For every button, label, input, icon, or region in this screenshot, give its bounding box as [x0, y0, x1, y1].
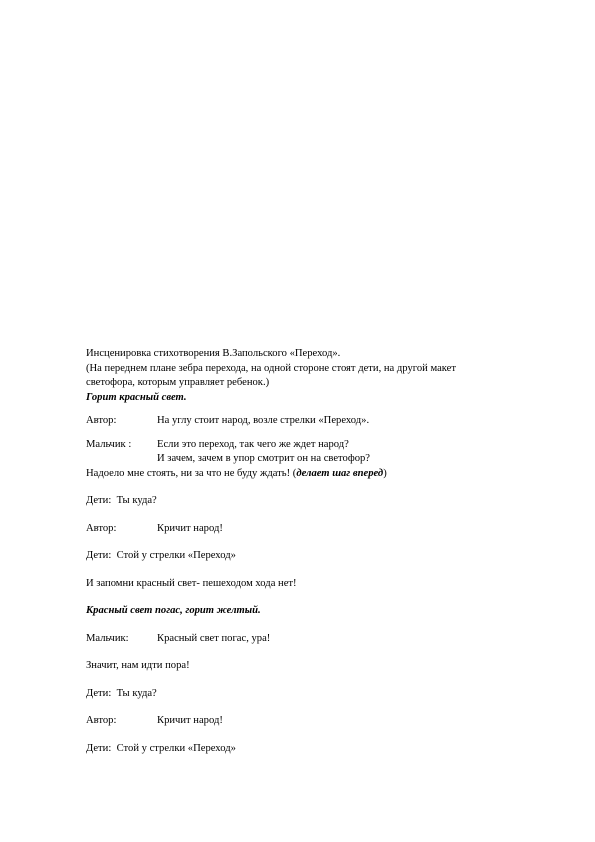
title-line: Инсценировка стихотворения В.Запольского «Переход». [86, 348, 341, 359]
boy-line-step [86, 467, 566, 482]
author-line [86, 522, 566, 537]
speaker-boy: Мальчик: [86, 632, 129, 644]
kids-text: Ты куда? [116, 495, 157, 506]
author-text: На углу стоит народ, возле стрелки «Переход». [157, 415, 370, 426]
boy-text: Красный свет погас, ура! [157, 632, 271, 644]
kids-text: Ты куда? [116, 687, 157, 699]
remember-line: И запомни красный свет- пешеходом хода нет! [86, 577, 297, 589]
stage-direction-step: делает шаг вперед [296, 467, 384, 479]
speaker-boy: Мальчик : [86, 438, 132, 450]
kids-line [86, 742, 566, 757]
boy-line [86, 438, 566, 453]
boy-line [86, 632, 566, 647]
author-text: Кричит народ! [157, 715, 223, 726]
speaker-author: Автор: [86, 415, 117, 426]
stage-direction-yellow: Красный свет погас, горит желтый. [86, 605, 261, 616]
speaker-kids: Дети: [86, 742, 112, 754]
boy-step-text: Надоело мне стоять, ни за что не буду ждать! ( [86, 467, 297, 479]
speaker-kids: Дети: [86, 495, 112, 506]
boy-line-continued: Значит, нам идти пора! [86, 660, 190, 671]
kids-text: Стой у стрелки «Переход» [116, 742, 236, 754]
script-text [86, 347, 566, 756]
kids-line [86, 494, 566, 509]
boy-line-continued: И зачем, зачем в упор смотрит он на светофор? [157, 453, 370, 464]
stage-note: светофора, которым управляет ребенок.) [86, 377, 270, 388]
speaker-kids: Дети: [86, 550, 112, 561]
kids-line [86, 549, 566, 564]
kids-text: Стой у стрелки «Переход» [116, 550, 236, 561]
stage-direction-red: Горит красный свет. [86, 391, 187, 403]
speaker-author: Автор: [86, 715, 117, 726]
speaker-kids: Дети: [86, 687, 112, 699]
boy-step-end: ) [383, 467, 387, 479]
kids-line [86, 687, 566, 702]
stage-note: (На переднем плане зебра перехода, на одной стороне стоят дети, на другой макет [86, 362, 456, 374]
speaker-author: Автор: [86, 522, 117, 534]
author-line [86, 714, 566, 729]
author-line [86, 414, 566, 429]
boy-text: Если это переход, так чего же ждет народ? [157, 438, 349, 450]
author-text: Кричит народ! [157, 522, 223, 534]
